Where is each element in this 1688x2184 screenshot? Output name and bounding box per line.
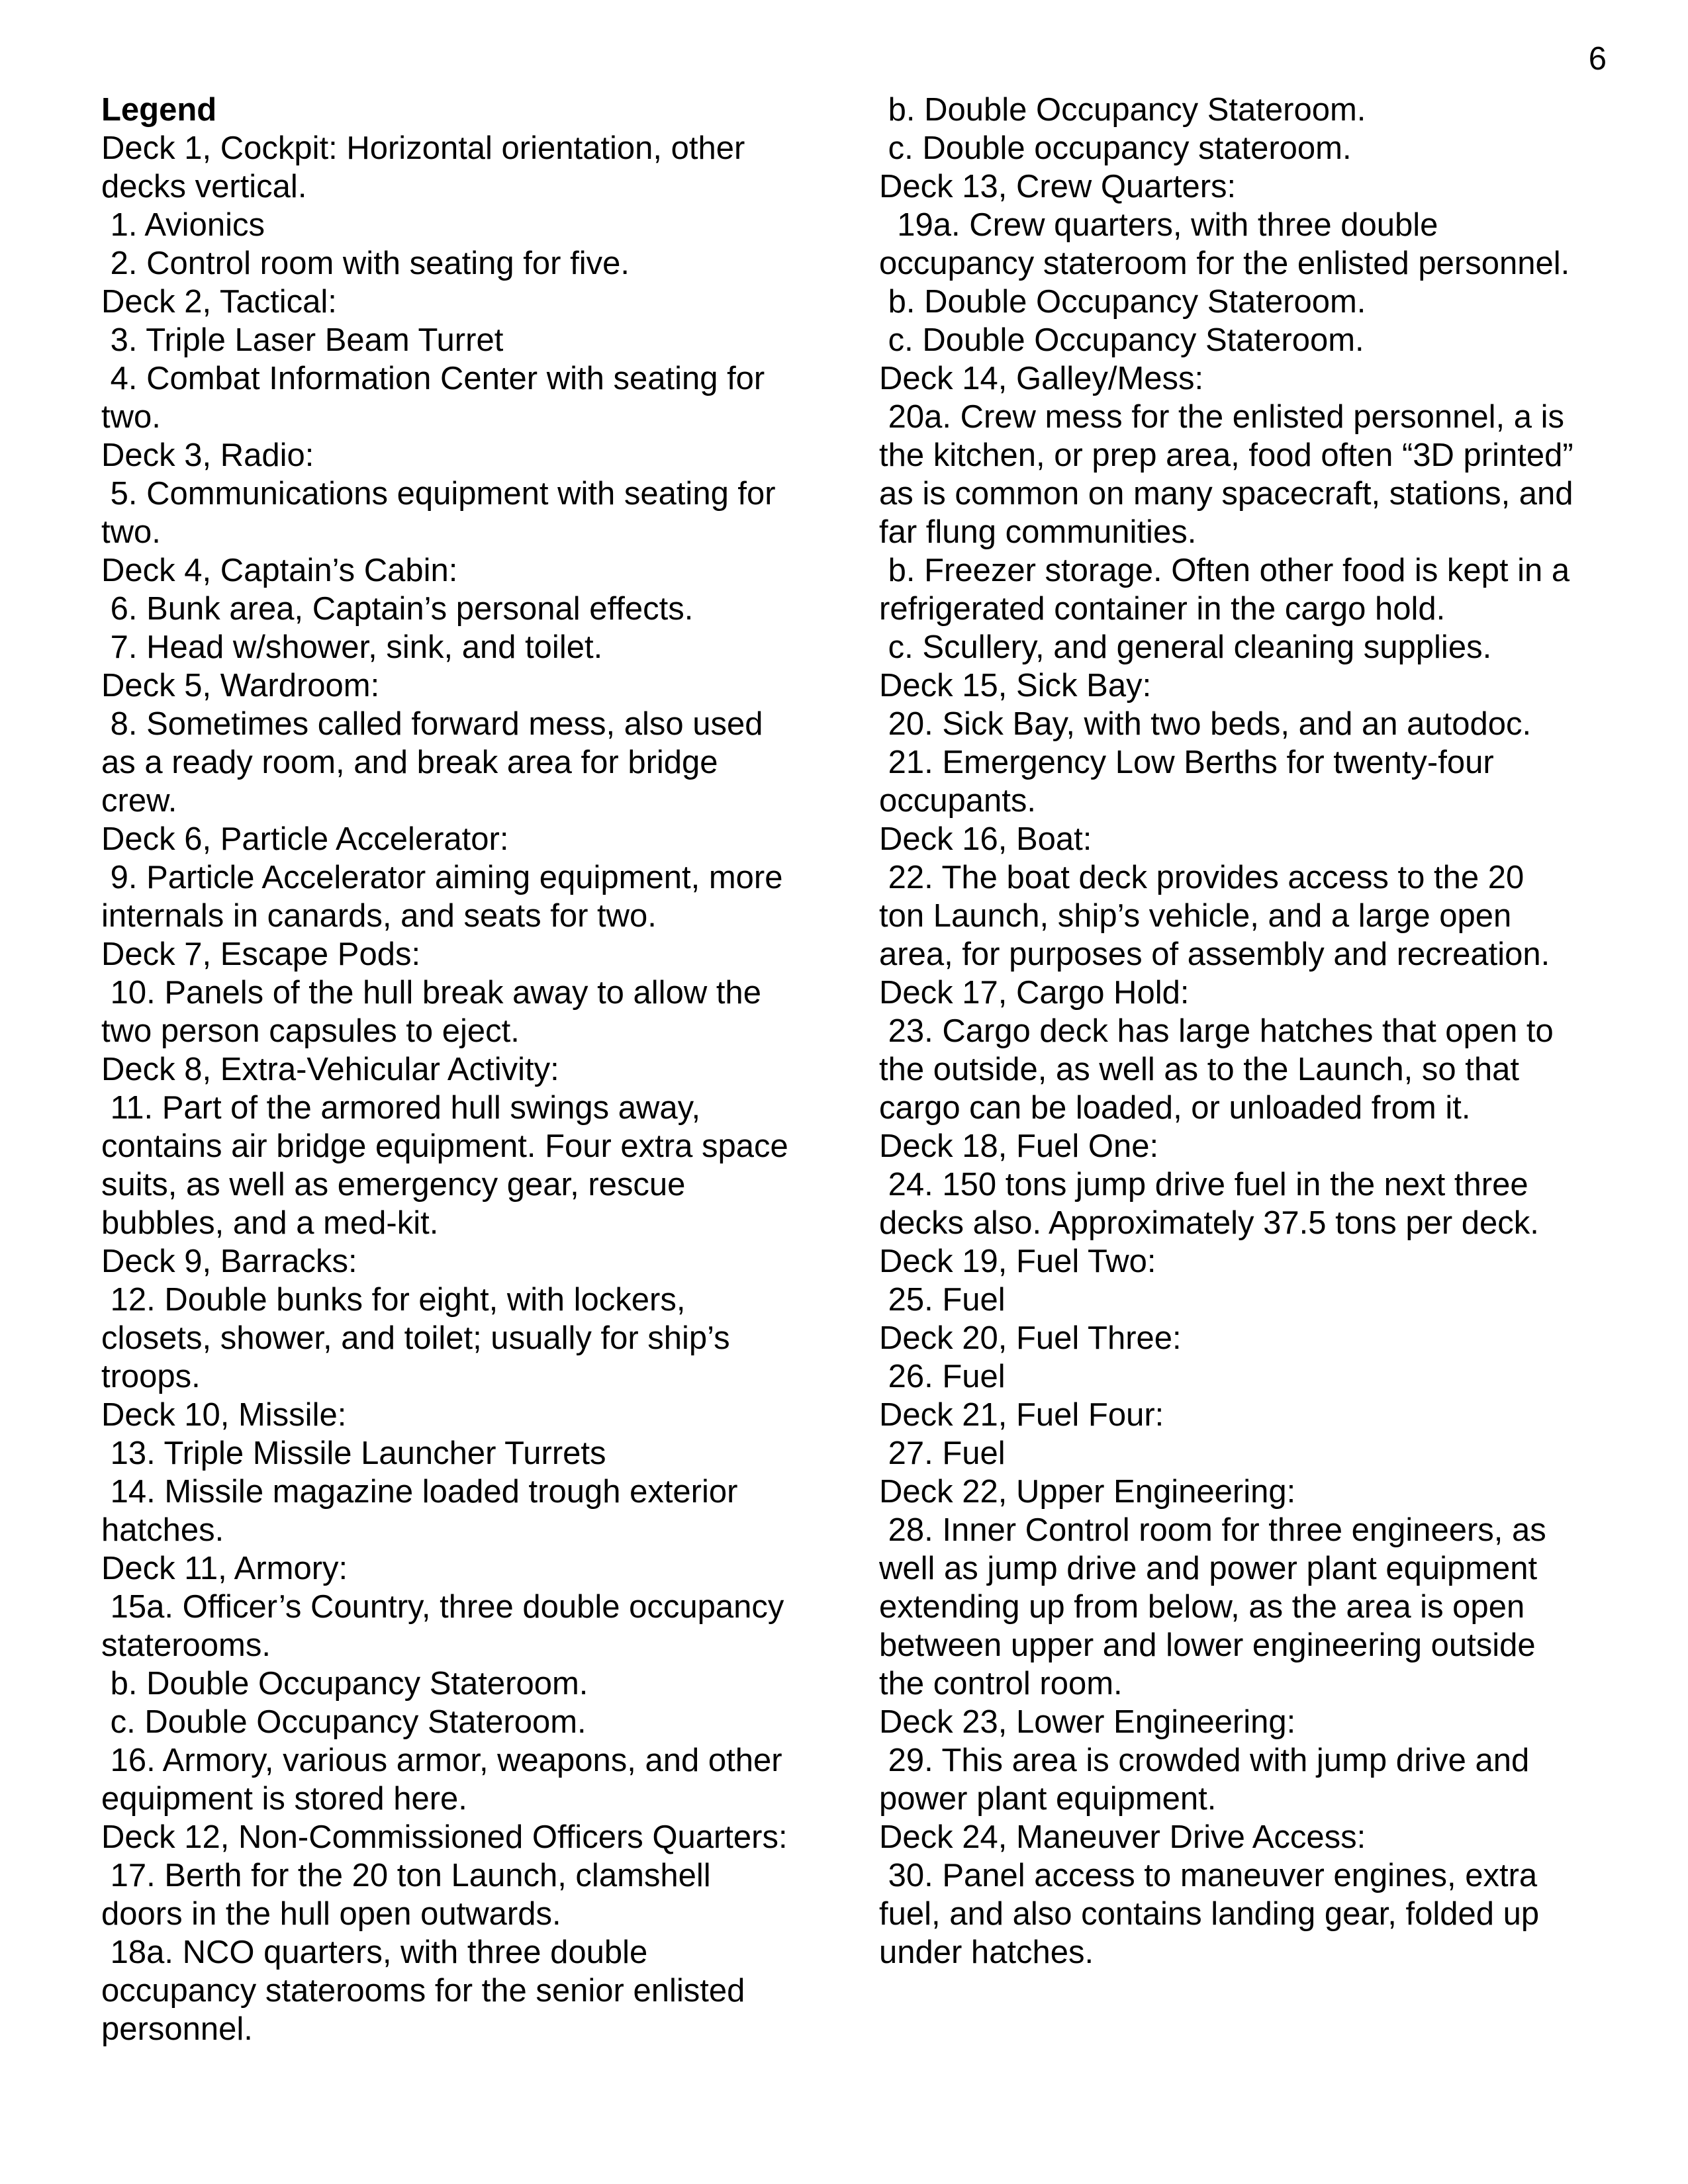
legend-line: 19a. Crew quarters, with three double	[879, 207, 1438, 243]
legend-line: suits, as well as emergency gear, rescue	[101, 1167, 686, 1203]
legend-line: two.	[101, 514, 161, 550]
legend-line: b. Double Occupancy Stateroom.	[101, 1666, 588, 1702]
legend-column-right	[879, 91, 1573, 1972]
legend-line: Deck 3, Radio:	[101, 437, 314, 473]
legend-line: Deck 1, Cockpit: Horizontal orientation, other	[101, 130, 745, 166]
legend-line: Deck 18, Fuel One:	[879, 1128, 1159, 1164]
legend-line: 22. The boat deck provides access to the 20	[879, 860, 1524, 895]
legend-line: occupancy staterooms for the senior enlisted	[101, 1973, 745, 2009]
legend-line: 21. Emergency Low Berths for twenty-four	[879, 745, 1494, 780]
legend-line: Deck 5, Wardroom:	[101, 668, 380, 704]
legend-line: 15a. Officer’s Country, three double occupancy	[101, 1589, 784, 1625]
legend-left-lines	[101, 129, 788, 2048]
legend-line: as is common on many spacecraft, stations, and	[879, 476, 1573, 512]
legend-line: Deck 4, Captain’s Cabin:	[101, 553, 458, 588]
legend-line: 20a. Crew mess for the enlisted personnel, a is	[879, 399, 1564, 435]
legend-line: c. Double Occupancy Stateroom.	[101, 1704, 586, 1740]
legend-line: 14. Missile magazine loaded trough exterior	[101, 1474, 738, 1510]
legend-line: b. Double Occupancy Stateroom.	[879, 92, 1366, 128]
legend-line: 8. Sometimes called forward mess, also used	[101, 706, 763, 742]
legend-line: far flung communities.	[879, 514, 1197, 550]
legend-line: closets, shower, and toilet; usually for ship’s	[101, 1320, 730, 1356]
legend-line: c. Double Occupancy Stateroom.	[879, 322, 1364, 358]
legend-line: 18a. NCO quarters, with three double	[101, 1934, 648, 1970]
legend-line: Deck 23, Lower Engineering:	[879, 1704, 1296, 1740]
legend-line: doors in the hull open outwards.	[101, 1896, 561, 1932]
legend-line: 11. Part of the armored hull swings away,	[101, 1090, 701, 1126]
legend-line: 5. Communications equipment with seating for	[101, 476, 776, 512]
legend-line: 26. Fuel	[879, 1359, 1006, 1394]
legend-line: Deck 19, Fuel Two:	[879, 1244, 1156, 1279]
legend-line: Deck 17, Cargo Hold:	[879, 975, 1190, 1011]
legend-line: 3. Triple Laser Beam Turret	[101, 322, 504, 358]
legend-line: 25. Fuel	[879, 1282, 1006, 1318]
legend-line: the kitchen, or prep area, food often “3D printed”	[879, 437, 1573, 473]
legend-line: troops.	[101, 1359, 201, 1394]
legend-line: decks also. Approximately 37.5 tons per deck.	[879, 1205, 1539, 1241]
legend-line: 9. Particle Accelerator aiming equipment, more	[101, 860, 783, 895]
legend-line: Deck 8, Extra-Vehicular Activity:	[101, 1052, 559, 1087]
legend-line: 27. Fuel	[879, 1435, 1006, 1471]
legend-line: well as jump drive and power plant equipment	[879, 1551, 1538, 1586]
legend-line: b. Freezer storage. Often other food is kept in a	[879, 553, 1570, 588]
legend-line: area, for purposes of assembly and recreation.	[879, 936, 1550, 972]
legend-line: Deck 2, Tactical:	[101, 284, 337, 320]
legend-line: Deck 14, Galley/Mess:	[879, 361, 1204, 396]
legend-line: as a ready room, and break area for bridge	[101, 745, 718, 780]
legend-line: Deck 9, Barracks:	[101, 1244, 357, 1279]
legend-line: 28. Inner Control room for three engineers, as	[879, 1512, 1546, 1548]
legend-line: under hatches.	[879, 1934, 1094, 1970]
legend-line: bubbles, and a med-kit.	[101, 1205, 439, 1241]
legend-line: Deck 13, Crew Quarters:	[879, 169, 1237, 205]
legend-line: 30. Panel access to maneuver engines, extra	[879, 1858, 1538, 1893]
legend-line: Deck 20, Fuel Three:	[879, 1320, 1182, 1356]
legend-line: the outside, as well as to the Launch, so that	[879, 1052, 1520, 1087]
legend-line: 16. Armory, various armor, weapons, and other	[101, 1743, 782, 1778]
legend-line: 12. Double bunks for eight, with lockers,	[101, 1282, 686, 1318]
legend-line: Deck 12, Non-Commissioned Officers Quarters:	[101, 1819, 788, 1855]
legend-line: 4. Combat Information Center with seating for	[101, 361, 765, 396]
legend-line: occupancy stateroom for the enlisted personnel.	[879, 246, 1570, 281]
legend-line: c. Double occupancy stateroom.	[879, 130, 1352, 166]
legend-line: Deck 10, Missile:	[101, 1397, 347, 1433]
legend-line: Deck 22, Upper Engineering:	[879, 1474, 1296, 1510]
legend-line: 29. This area is crowded with jump drive and	[879, 1743, 1530, 1778]
legend-heading: Legend	[101, 92, 217, 128]
legend-line: Deck 6, Particle Accelerator:	[101, 821, 509, 857]
legend-line: cargo can be loaded, or unloaded from it.	[879, 1090, 1471, 1126]
legend-line: refrigerated container in the cargo hold.	[879, 591, 1446, 627]
legend-line: decks vertical.	[101, 169, 307, 205]
legend-line: 2. Control room with seating for five.	[101, 246, 630, 281]
legend-line: internals in canards, and seats for two.	[101, 898, 657, 934]
legend-line: 1. Avionics	[101, 207, 265, 243]
legend-line: 7. Head w/shower, sink, and toilet.	[101, 629, 603, 665]
legend-line: hatches.	[101, 1512, 224, 1548]
legend-line: Deck 11, Armory:	[101, 1551, 348, 1586]
legend-line: personnel.	[101, 2011, 253, 2047]
legend-line: 17. Berth for the 20 ton Launch, clamshell	[101, 1858, 711, 1893]
legend-line: Deck 15, Sick Bay:	[879, 668, 1152, 704]
legend-line: fuel, and also contains landing gear, folded up	[879, 1896, 1540, 1932]
legend-line: Deck 24, Maneuver Drive Access:	[879, 1819, 1366, 1855]
legend-line: 24. 150 tons jump drive fuel in the next three	[879, 1167, 1528, 1203]
legend-line: two.	[101, 399, 161, 435]
legend-line: the control room.	[879, 1666, 1123, 1702]
legend-line: 23. Cargo deck has large hatches that open to	[879, 1013, 1554, 1049]
legend-line: two person capsules to eject.	[101, 1013, 520, 1049]
legend-line: 20. Sick Bay, with two beds, and an autodoc.	[879, 706, 1532, 742]
legend-line: c. Scullery, and general cleaning supplies.	[879, 629, 1492, 665]
legend-line: ton Launch, ship’s vehicle, and a large open	[879, 898, 1512, 934]
legend-line: 6. Bunk area, Captain’s personal effects.	[101, 591, 694, 627]
legend-line: occupants.	[879, 783, 1036, 819]
legend-line: extending up from below, as the area is open	[879, 1589, 1525, 1625]
legend-line: equipment is stored here.	[101, 1781, 467, 1817]
legend-line: between upper and lower engineering outside	[879, 1627, 1536, 1663]
legend-line: b. Double Occupancy Stateroom.	[879, 284, 1366, 320]
legend-line: 10. Panels of the hull break away to allow the	[101, 975, 761, 1011]
legend-line: Deck 21, Fuel Four:	[879, 1397, 1164, 1433]
legend-line: Deck 7, Escape Pods:	[101, 936, 421, 972]
legend-right-lines	[879, 91, 1573, 1972]
legend-line: 13. Triple Missile Launcher Turrets	[101, 1435, 606, 1471]
legend-line: contains air bridge equipment. Four extra space	[101, 1128, 788, 1164]
legend-line: power plant equipment.	[879, 1781, 1217, 1817]
legend-column-left	[101, 91, 788, 2048]
legend-line: crew.	[101, 783, 177, 819]
page-number: 6	[1588, 41, 1607, 77]
legend-line: staterooms.	[101, 1627, 271, 1663]
legend-line: Deck 16, Boat:	[879, 821, 1092, 857]
